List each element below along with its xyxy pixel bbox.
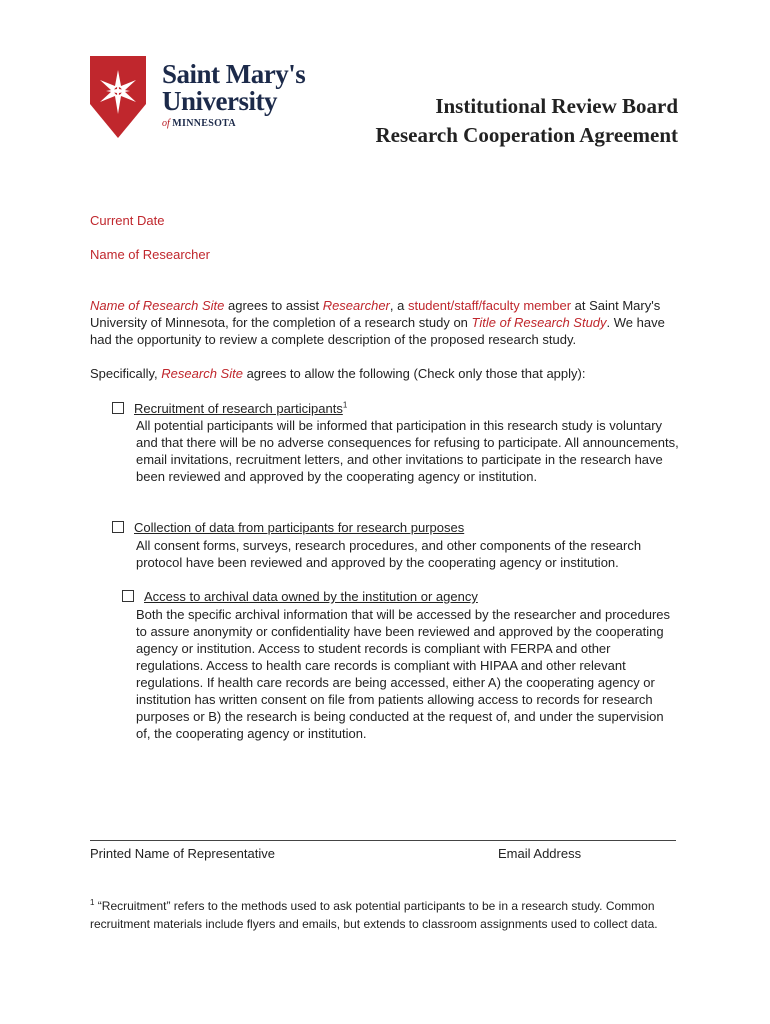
footnote: $^1$ “Recruitment” refers to the methods used to ask potential participants to be in a research study. Common recruitment materials include flyers and emails, but extends to classroom assignments used to collect data. — [90, 898, 658, 931]
option-label: Access to archival data owned by the institution or agency — [144, 589, 478, 604]
logo-line2: University — [162, 86, 277, 116]
intro-paragraph: Name of Research Site agrees to assist Researcher, a student/staff/faculty member at Saint Mary's University of Minnesota, for the completion of a research study on Title of Research Study. We have had the opportunity to review a complete description of the proposed research study. — [90, 298, 665, 347]
option-label: Collection of data from participants for research purposes — [134, 520, 465, 535]
option-description: Both the specific archival information that will be accessed by the researcher and procedures to assure anonymity or confidentiality have been reviewed and approved by the cooperating agency or institution. Access to student records is compliant with FERPA and other regulations. Access to health care records is compliant with HIPAA and other relevant regulations. If health care records are being accessed, either A) the cooperating agency or institution has written consent on file from patients allowing access to records for research purposes or B) the research is being conducted at the request of, and under the supervision of, the cooperating agency or institution. — [136, 607, 671, 741]
logo-line1: Saint Mary's — [162, 59, 306, 89]
checkbox-archival[interactable] — [122, 590, 134, 602]
email-address-label: Email Address — [498, 846, 582, 861]
document-title-line2: Research Cooperation Agreement — [375, 123, 678, 147]
site-placeholder: Name of Research Site — [90, 298, 225, 313]
checkbox-recruitment[interactable] — [112, 402, 124, 414]
option-description: All potential participants will be informed that participation in this research study is voluntary and that there will be no adverse consequences for refusing to participate. All announcements, email invitations, recruitment letters, and other invitations to participate in the research have been reviewed and approved by the cooperating agency or institution. — [136, 418, 679, 484]
printed-name-label: Printed Name of Representative — [90, 846, 275, 861]
document-title-line1: Institutional Review Board — [435, 94, 678, 118]
researcher-name-field: Name of Researcher — [90, 247, 210, 262]
checkbox-collection[interactable] — [112, 521, 124, 533]
signature-line[interactable] — [90, 840, 676, 841]
study-title-placeholder: Title of Research Study — [471, 315, 607, 330]
role-placeholder: student/staff/faculty member — [407, 298, 572, 313]
option-label: Recruitment of research participants — [134, 401, 343, 416]
option-description: All consent forms, surveys, research procedures, and other components of the research protocol have been reviewed and approved by the cooperating agency or institution. — [136, 538, 642, 570]
current-date-field: Current Date — [90, 213, 165, 228]
university-logo — [90, 56, 320, 140]
option-recruitment[interactable]: Recruitment of research participants$^1$ — [112, 400, 347, 417]
researcher-placeholder: Researcher — [322, 298, 390, 313]
option-archival[interactable] — [122, 588, 478, 605]
option-collection[interactable] — [112, 519, 464, 536]
shield-star-icon — [90, 56, 146, 138]
specifically-paragraph: Specifically, Research Site agrees to allow the following (Check only those that apply): — [90, 366, 586, 381]
site-placeholder-2: Research Site — [161, 366, 243, 381]
logo-subtitle: of MINNESOTA — [162, 118, 236, 129]
